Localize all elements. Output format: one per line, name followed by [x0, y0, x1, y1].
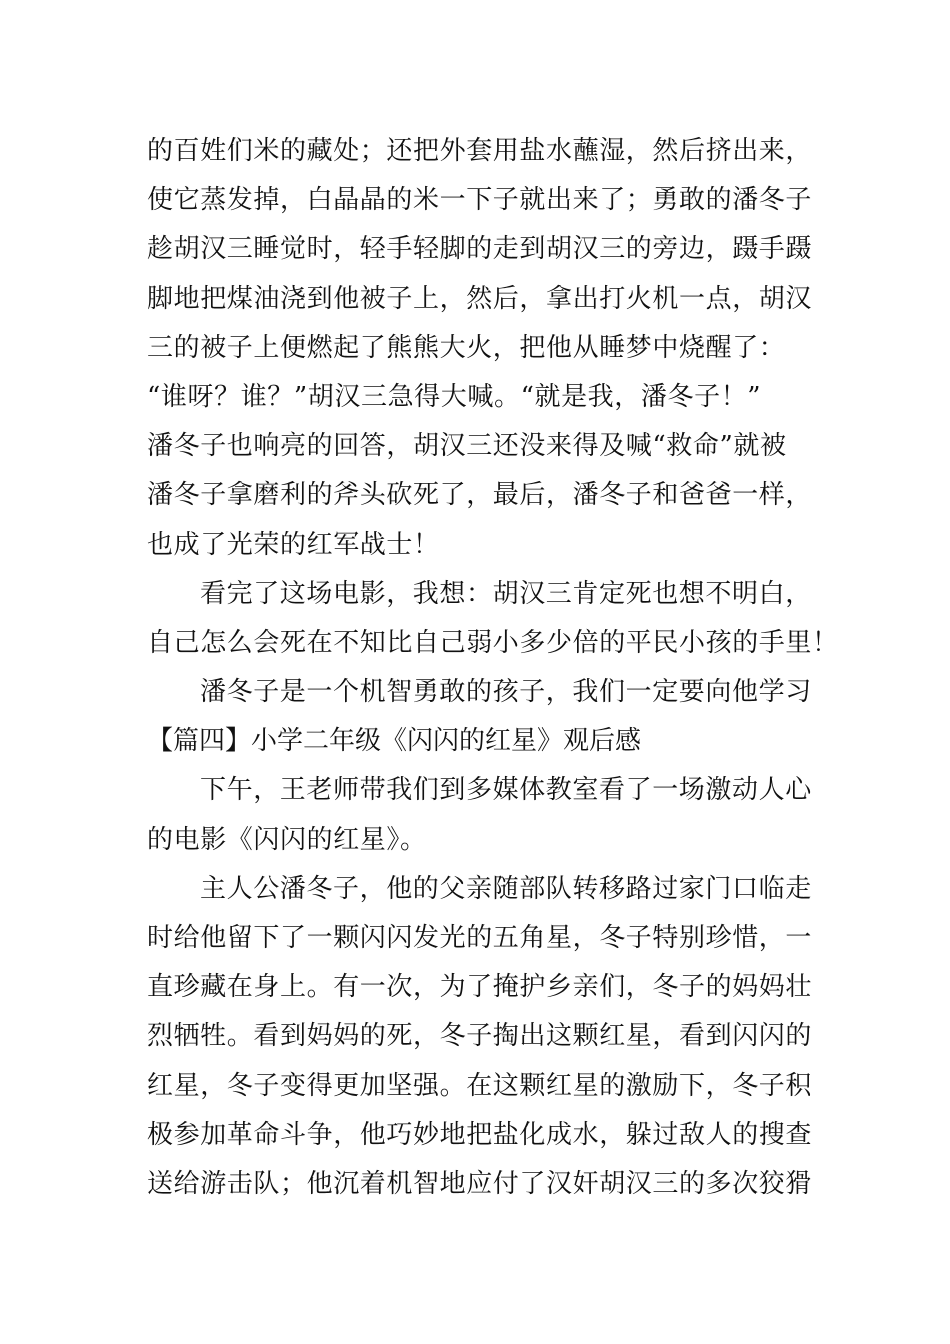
text-line: 送给游击队；他沉着机智地应付了汉奸胡汉三的多次狡猾 [147, 1168, 813, 1199]
text-line: 也成了光荣的红军战士！ [147, 529, 440, 560]
document-body [147, 127, 839, 1209]
paragraph-start-line: 潘冬子是一个机智勇敢的孩子，我们一定要向他学习 [200, 677, 812, 708]
text-line: 的电影《闪闪的红星》。 [147, 824, 427, 855]
text-line: 烈牺牲。看到妈妈的死，冬子掏出这颗红星，看到闪闪的 [147, 1021, 813, 1052]
text-line: 时给他留下了一颗闪闪发光的五角星，冬子特别珍惜，一 [147, 923, 813, 953]
paragraph-start-line: 下午，王老师带我们到多媒体教室看了一场激动人心 [200, 775, 812, 806]
text-line: 潘冬子也响亮的回答，胡汉三还没来得及喊“救命”就被 [147, 431, 787, 462]
text-line: 潘冬子拿磨利的斧头砍死了，最后，潘冬子和爸爸一样， [147, 480, 813, 511]
text-line: 三的被子上便燃起了熊熊大火，把他从睡梦中烧醒了： [147, 332, 786, 363]
text-line: 使它蒸发掉，白晶晶的米一下子就出来了；勇敢的潘冬子 [147, 185, 813, 216]
text-line: “谁呀？谁？”胡汉三急得大喊。“就是我，潘冬子！” [147, 381, 762, 412]
text-line: 直珍藏在身上。有一次，为了掩护乡亲们，冬子的妈妈壮 [147, 972, 813, 1003]
text-line: 极参加革命斗争，他巧妙地把盐化成水，躲过敌人的搜查 [147, 1119, 813, 1150]
text-line: 趁胡汉三睡觉时，轻手轻脚的走到胡汉三的旁边，蹑手蹑 [147, 234, 813, 265]
paragraph-start-line: 主人公潘冬子，他的父亲随部队转移路过家门口临走 [200, 873, 812, 904]
text-line: 脚地把煤油浇到他被子上，然后，拿出打火机一点，胡汉 [147, 283, 813, 314]
text-line: 的百姓们米的藏处；还把外套用盐水蘸湿，然后挤出来， [147, 136, 813, 166]
paragraph-start-line: 看完了这场电影，我想：胡汉三肯定死也想不明白， [200, 578, 812, 609]
section-heading: 【篇四】小学二年级《闪闪的红星》观后感 [147, 726, 642, 757]
text-line: 红星，冬子变得更加坚强。在这颗红星的激励下，冬子积 [147, 1070, 813, 1101]
text-line: 自己怎么会死在不知比自己弱小多少倍的平民小孩的手里！ [147, 627, 839, 658]
